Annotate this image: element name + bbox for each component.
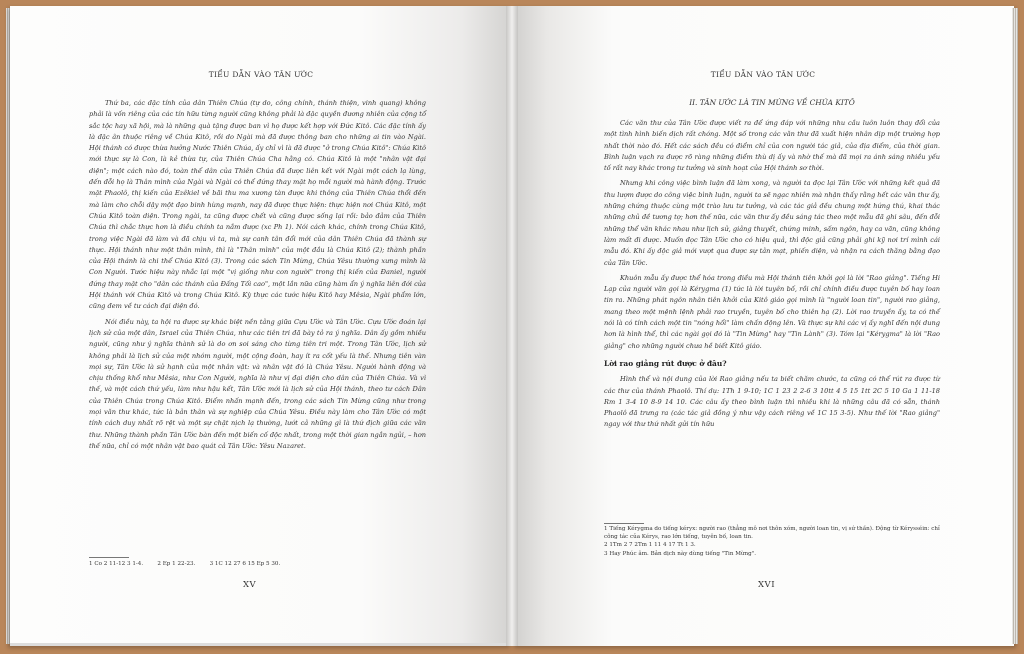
page-number: XVI: [758, 580, 776, 590]
left-page: [10, 6, 512, 646]
paragraph: Hình thể và nội dung của lời Rao giảng nếu ta biết chăm chước, ta cũng có thể rút ra được từ các thư của thánh Phaolô. Thí dụ: 1Th 1 9-10; 1C 1 23 2 2-6 3 10tt 4 5 15 1tt 2C 5 10 Ga 1 11-18 Rm 1 3-4 10 8-9 14 10. Các câu ấy theo bình luận thì nhiều khi là những câu đã có sẵn, thánh Phaolô đã trưng ra (các tác giả đồng ý như vậy cách riêng về 1C 15 3-5). Như thế lời "Rao giảng" ngay với thư thứ nhất gửi tín hữu: [604, 375, 940, 429]
book-spine: [506, 6, 518, 646]
footnote-rule: [604, 523, 644, 524]
footnote: 3 Hay Phúc âm. Bản dịch này dùng tiếng "Tin Mừng".: [604, 550, 757, 557]
footnote: 2 1Tm 2 7 2Tm 1 11 4 17 Tt 1 3.: [604, 542, 696, 549]
footnotes: 1 Co 2 11-12 3 1-4. 2 Ep 1 22-23. 3 1C 12 27 6 15 Ep 5 30.: [89, 561, 281, 567]
body-text: [604, 118, 940, 435]
footnote-rule: [89, 557, 129, 558]
running-head: TIỂU DẪN VÀO TÂN ƯỚC: [208, 70, 314, 79]
paragraph: Nhưng khi công việc bình luận đã làm xong, và người ta đọc lại Tân Ước với những kết quả đã thu lượm được do công việc bình luận, người ta sẽ ngạc nhiên mà nhận thấy rằng hết các văn thư ấy, những chứng thuộc cùng một trào lưu tư tưởng, và các tác giả đều chung một hứng thú, khai thác những chủ đề tương tợ; hơn thế nữa, các văn thư ấy đều sáng tác theo một mẫu đã ghi sâu, đến đỗi những thể văn khác nhau như lịch sử, giảng thuyết, chứng minh, sấm ngôn, hay ca vãn, cũng không làm mất đi được. Muốn đọc Tân Ước cho có hiệu quả, thì độc giả cũng phải ghi kỹ nơi trí mình cái mẫu đó. Khi ấy độc giả mới vượt qua được sự tản mạt, phiến diện, và nhận ra cách thăng bằng đạo của Tân Ước.: [604, 179, 940, 267]
paragraph: Thứ ba, các đặc tính của dân Thiên Chúa (tự do, công chính, thánh thiện, vinh quang) không phải là vốn riêng của các tín hữu từng người cũng không phải là đặc quyền đương nhiên của cộng tổ sắc tộc hay xã hội, mà là những quà tặng được ban vì họ được kết hợp với Đức Kitô. Các đặc tính ấy là đặc ân thuộc riêng về Chúa Kitô, rồi do Ngài mà đã được thông ban cho những ai tin vào Ngài. Hội thánh có được thừa hưởng Nước Thiên Chúa, ấy chỉ vì là đã được "ở trong Chúa Kitô": Chúa Kitô mới thực sự là Con, là kẻ thừa tự, của Thiên Chúa Cha hằng có. Chúa Kitô là một "nhân vật đại diện"; một cách nào đó, toàn thể dân của Thiên Chúa đã được liên kết với Ngài một cách lạ lùng, đến đỗi họ là Thân mình của Ngài và Ngài có thể đứng thay mặt họ mỗi người mà hành động. Trước mặt Phaolô, thị kiến của Ezêkiel về bãi thu ma xương tàn được khi thông của Thiên Chúa thổi đến mà làm cho chỗi dậy một đạo binh hùng mạnh, nay đã được thực hiện: thực hiện nơi Chúa Kitô, một Chúa Kitô toàn diện. Trong ngài, ta cũng được chết và cũng được sống lại rồi: bảo đảm của Thiên Chúa thì chắc thực hơn là điều chính ta nắm được (xc Ph 1). Nói cách khác, chính trong Chúa Kitô, trong việc Ngài đã làm và đã chịu vì ta, mà sự canh tân đổi mới của dân Thiên Chúa đã thành sự thực. Hội thánh như một thân mình, thì là "Thân mình" của một đầu là Chúa Kitô (2); thành phần của Hội thánh là chi thể Chúa Kitô (3). Trong các sách Tin Mừng, Chúa Yêsu thường xưng mình là Con Người. Tước hiệu này nhắc lại một "vị giống như con người" trong thị kiến của Đaniel, người đứng thay mặt cho "dân các thánh của Đấng Tối cao", một lần nữa cũng hàm ẩn ý nghĩa liên đới của Hội thánh với Chúa Kitô và trong Chúa Kitô. Kỳ thực các tước hiệu Kitô hay Mêsia, Ngài phẩm lớn, cũng đem về tư cách đại diện đó.: [89, 99, 426, 311]
body-text: [89, 98, 426, 456]
section-title: II. TÂN ƯỚC LÀ TIN MỪNG VỀ CHÚA KITÔ: [689, 98, 855, 107]
subheading: Lời rao giảng rút được ở đâu?: [604, 358, 727, 368]
right-page-edges: [1012, 8, 1018, 644]
footnotes: [604, 525, 940, 558]
right-page: [512, 6, 1014, 646]
footnote: 1 Tiếng Kérygma do tiếng kéryx: người rao (thẳng mô nơi thôn xóm, người loan tin, vị sứ thần). Động từ Kérysséin: chỉ công tác của Kérys, rao lớn tiếng, tuyên bố, loan tin.: [604, 526, 940, 541]
paragraph: Khuôn mẫu ấy được thể hóa trong điều mà Hội thánh tiên khởi gọi là lời "Rao giảng". Tiếng Hi Lạp của người văn gọi là Kérygma (1) tức là lời tuyên bố, rồi chỉ chính điều được tuyên bố hay loan tin ra. Những phát ngôn nhân tiên khởi của Kitô giáo gọi mình là "người loan tin", người rao giảng, mang theo một mệnh lệnh phải rao truyền, tuyên bố cho thiên hạ (2). Lời rao truyền ấy, ta có thể nói là có tính cách một tin "nóng hổi" làm chấn động lên. Và thực sự khi các vị ấy nghĩ đến nội dung hơn là hình thể, thì các ngài gọi đó là "Tin Mừng" hay "Tin Lành" (3). Tóm lại "Kérygma" là lời "Rao giảng" cho những người chưa hề biết Kitô giáo.: [604, 273, 940, 350]
running-head: TIỂU DẪN VÀO TÂN ƯỚC: [710, 70, 816, 79]
paragraph: Các văn thư của Tân Ước được viết ra để ứng đáp với những nhu cầu luôn luôn thay đổi của một tình hình biến dịch rất chóng. Một số trong các văn thư đã xuất hiện nhân dịp một trường hợp nhất thời nào đó. Hết các sách đều có điểm chỉ của con người tác giả, của địa điểm, của thời gian. Bình luận vạch ra được rõ ràng những điểm thù dị ấy và nhờ thế mà đã mọi ra ánh sáng nhiều yếu tố rất nay khác trong tư tưởng và sinh hoạt của Hội thánh sơ thời.: [604, 119, 940, 173]
paragraph: Nói điều này, ta hội ra được sự khác biệt nền tảng giữa Cựu Ước và Tân Ước. Cựu Ước đoán lại lịch sử của một dân, Israel của Thiên Chúa, như các tiên tri đã bày tỏ ra ý nghĩa. Dân ấy gồm nhiều người, cũng như ý nghĩa thành sử là do ơn soi sáng cho từng tiên tri một. Trong Tân Ước, lịch sử không phải là lịch sử của một nhóm người, một cộng đoàn, hay ít ra cốt yếu là thế. Nhưng tiên vàn mọi sự, Tân Ước là sử hạnh của một nhân vật: và nhân vật đó là Chúa Yêsu. Người hành động và chịu thống khổ như Mêsia, như Con Người, nghĩa là như vị đại diện cho dân của Thiên Chúa. Và vì thế, và một cách thứ yếu, làm như hậu kết, Tân Ước mới là lịch sử của Hội thánh, theo tư cách Dân của Thiên Chúa trong Chúa Kitô. Điểm nhấn mạnh đến, trong các sách Tin Mừng cũng như trong mọi văn thư khác, tức là bản thân và sự nghiệp của Chúa Yêsu. Điều này làm cho Tân Ước có một tính cách duy nhất rõ rệt và một sự chặt nịch lạ thường, lướt cả những gì là thứ địch giữa các văn thư. Những thành phần Tân Ước bàn đến một biến cố độc nhất, trong một thời gian ngắn ngủi, – hơn thế nữa, chỉ có một nhân vật bao quát cả Tân Ước: Yêsu Nazaret.: [89, 317, 426, 450]
page-number: XV: [243, 580, 257, 590]
